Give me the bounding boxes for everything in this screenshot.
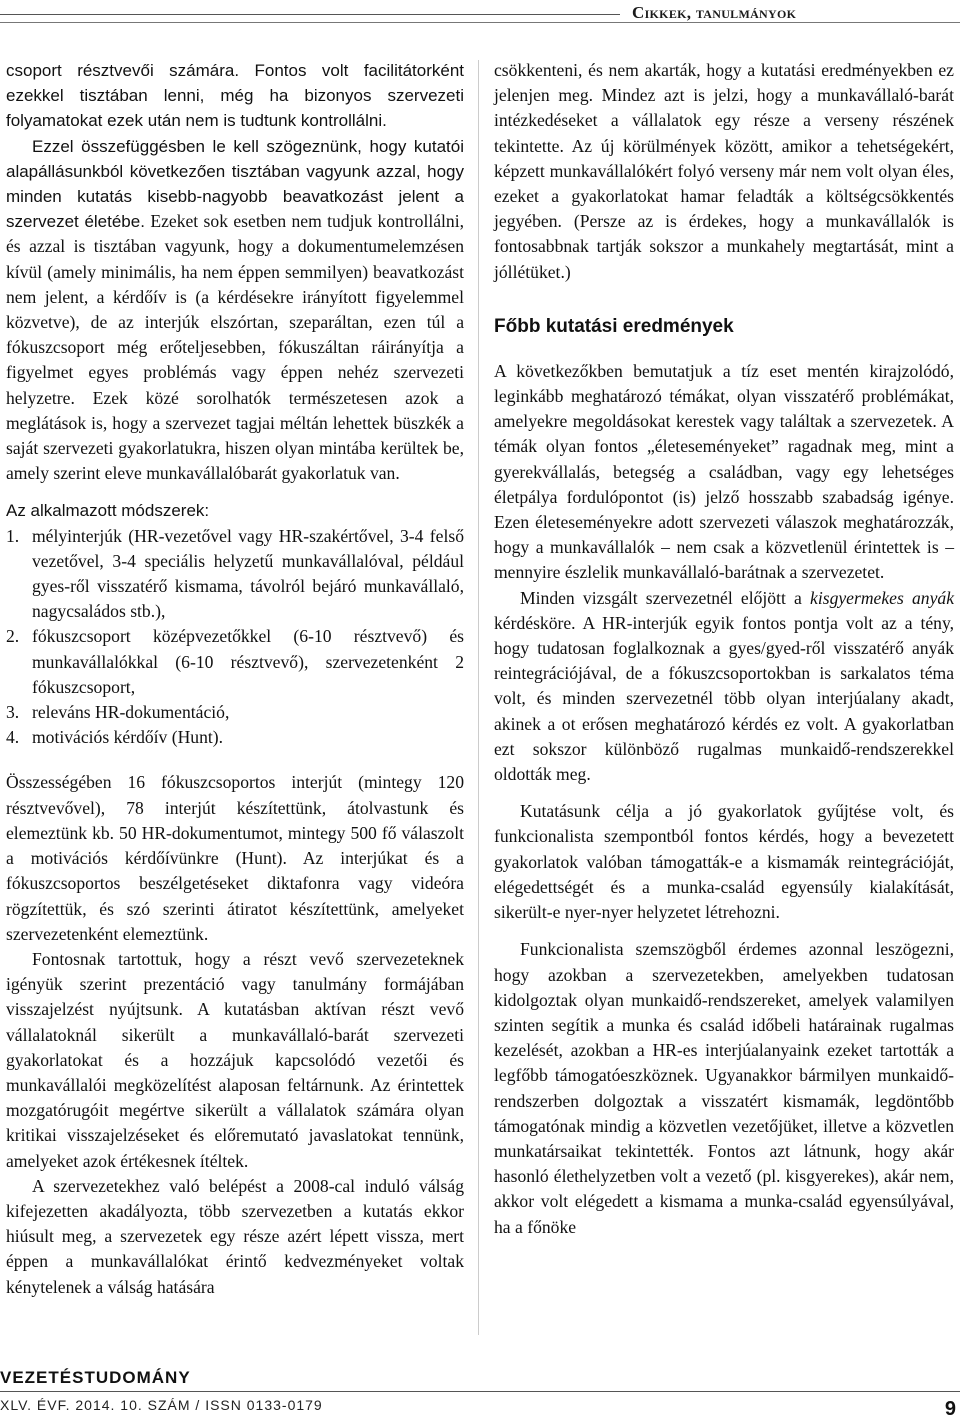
list-item	[6, 524, 464, 625]
list-text: mélyinterjúk (HR-vezetővel vagy HR-szakértővel, 3-4 felső vezetővel, 3-4 speciális helyzetű munkavállalóval, például gyes-ről visszatérő kismama, távolról bejáró munkavállaló, nagycsaládos stb.),	[32, 525, 464, 622]
paragraph-part: Minden vizsgált szervezetnél előjött a	[520, 587, 811, 608]
paragraph: csökkenteni, és nem akarták, hogy a kutatási eredményekben ez jelenjen meg. Mindez azt is jelzi, hogy a munkavállaló-barát intézkedéseket a vállalatok egy része a verseny részének tekintette. Az új körülmények között, amikor a tehetségekért, képzett munkavállalókért folyó verseny már nem volt olyan éles, ezeket a gyakorlatokat hamar feladták a költségcsökkentés jegyében. (Persze az is érdekes, hogy a munkavállalók is fontosabbnak tartják sokszor a munkahely megtartását, mint a jóllétüket.)	[494, 60, 954, 282]
list-item	[6, 725, 464, 750]
paragraph: Összességében 16 fókuszcsoportos interjút (mintegy 120 résztvevővel), 78 interjút készítettünk, átolvastunk és elemeztünk kb. 50 HR-dokumentumot, mintegy 500 fő válaszolt a motivációs kérdőívünkre (Hunt). Az interjúkat és a fókuszcsoportos beszélgetéseket diktafonra vagy videóra rögzítettük, és szó szerinti átiratot készítettünk, amelyeket szervezetenként elemeztünk.	[6, 772, 464, 944]
paragraph	[6, 134, 464, 487]
list-text: motivációs kérdőív (Hunt).	[32, 727, 224, 748]
paragraph-sans-part: Ezzel összefüggésben le kell szögeznünk, hogy kutatói alapállásunkból következően tisztában vagyunk azzal, hogy minden kutatás kisebb-nagyobb beavatkozást jelent a szervezet életébe.	[6, 136, 464, 232]
left-column	[6, 58, 464, 1300]
list-number: 2.	[6, 626, 20, 647]
paragraph: Kutatásunk célja a jó gyakorlatok gyűjtése volt, és funkcionalista szempontból fontos kérdés, hogy a bevezetett gyakorlatok valóban támogatták-e a kismamák reintegrációját, elégedettségét és a munka-család egyensúly kialakítását, sikerült-e nyer-nyer helyzetet létrehozni.	[494, 801, 954, 923]
journal-title: VEZETÉSTUDOMÁNY	[0, 1368, 191, 1387]
paragraph: Funkcionalista szemszögből érdemes azonnal leszögezni, hogy azokban a szervezetekben, amelyekben tudatosan kidolgoztak olyan munkaidő-rendszereket, amelyek valamilyen szinten segítik a munka és család időbeli határainak rugalmas kezelését, azokban a HR-es interjúalanyaink ezeket tartották a legfőbb támogatóeszköznek. Ugyanakkor bármilyen munkaidő-rendszerben dolgoztak a visszatért kismamák, legdöntőbb támogatónak mindig a közvetlen vezetőjüket, illetve a közvetlen munkatársaikat tekintették. Fontos azt látnunk, hogy akár hasonló élethelyzetben volt a vezető (pl. kisgyerekes), akár nem, akkor volt elégedett a kismama a munka-család egyensúlyával, ha a főnöke	[494, 939, 954, 1237]
methods-list	[6, 524, 464, 751]
right-column	[494, 58, 954, 1240]
header-rule-bottom	[0, 22, 960, 23]
running-header: Cikkek, tanulmányok	[632, 3, 797, 22]
header-rule	[0, 14, 620, 15]
section-heading: Főbb kutatási eredmények	[494, 315, 734, 337]
list-number: 4.	[6, 727, 20, 748]
column-divider	[478, 60, 479, 1335]
paragraph: A szervezetekhez való belépést a 2008-cal induló válság kifejezetten akadályozta, több szervezetben a kutatás ekkor hiúsult meg, a szervezetek egy része azért lépett vissza, mert éppen a munkavállalókat érintő kedvezményeket voltak kénytelenek a válság hatására	[6, 1175, 464, 1297]
paragraph-part: kérdésköre. A HR-interjúk egyik fontos pontja volt az a tény, hogy tudatosan foglalkoznak a gyes/gyed-ről visszatérő anyák reintegrációjával, de a fókuszcsoportokban is sarkalatos téma volt, és minden szervezetnél több olyan interjúalany akadt, akinek a ot erősen meghatározó kérdés ez volt. A gyakorlatban ezt sokszor különböző rugalmas munkaidő-rendszerekkel oldották meg.	[494, 612, 954, 785]
list-item	[6, 624, 464, 700]
page-number: 9	[944, 1398, 956, 1420]
list-text: fókuszcsoport középvezetőkkel (6-10 résztvevő) és munkavállalókkal (6-10 résztvevő), szervezetenként 2 fókuszcsoport,	[32, 626, 464, 697]
emphasis: kisgyermekes anyák	[810, 587, 954, 608]
paragraph: A következőkben bemutatjuk a tíz eset mentén kirajzolódó, leginkább meghatározó témákat, olyan visszatérő problémákat, amelyekre megoldásokat kerestek vagy találtak a szervezetek. A témák olyan fontos „életeseményeket” ragadnak meg, mint a gyerekvállalás, betegség a családban, vagy egy lehetséges életpálya fordulópontot (is) jelző hosszabb szabadság igénye. Ezen életeseményekre adott szervezeti válaszok meghatározzák, hogy a munkavállalók – nem csak a közvetlenül érintettek is – mennyire észlelik munkavállaló-barátnak a szervezetet.	[494, 360, 954, 583]
footer-rule	[0, 1391, 960, 1392]
paragraph-serif-part: Ezeket sok esetben nem tudjuk kontrollálni, és azzal is tisztában vagyunk, hogy a dokumentumelemzésen kívül (amely minimális, ha nem éppen semmilyen) beavatkozást nem jelent, a kérdőív is (a kérdésekre irányított figyelemmel közvetve), de az interjúk elszórtan, szeparáltan, ezen túl a fókuszcsoport még erőteljesebben, fókuszáltan ráirányítja a figyelmet egyes problémás vagy éppen nehéz szervezeti helyzetre. Ezek közé sorolhatók természetesen azok a meglátások is, hogy a szervezet tagjai méltán lehettek büszkék a saját szervezeti gyakorlatukra, hiszen olyan mintába kerültek be, amely szerint eleve munkavállalóbarát gyakorlatuk van.	[6, 211, 464, 484]
paragraph	[494, 586, 954, 788]
paragraph: Fontosnak tartottuk, hogy a részt vevő szervezeteknek igényük szerint prezentáció vagy tanulmány formájában visszajelzést nyújtsunk. A kutatásban aktívan részt vevő vállalatoknál sikerült a munkavállaló-barát szervezeti gyakorlatokat és a hozzájuk kapcsolódó vezetői és munkavállalói megközelítést alaposan feltárnunk. Az érintettek mozgatórugóit megértve sikerült a vállalatok számára olyan kritikai visszajelzéseket és előremutató javaslatokat tennünk, amelyeket azok értékesnek ítéltek.	[6, 948, 464, 1171]
list-text: releváns HR-dokumentáció,	[32, 702, 230, 723]
methods-title: Az alkalmazott módszerek:	[6, 501, 210, 521]
list-number: 1.	[6, 525, 20, 546]
list-item	[6, 700, 464, 725]
list-number: 3.	[6, 702, 20, 723]
issue-info: XLV. ÉVF. 2014. 10. SZÁM / ISSN 0133-0179	[0, 1397, 323, 1413]
paragraph: csoport résztvevői számára. Fontos volt facilitátorként ezekkel tisztában lenni, még ha bizonyos szervezeti folyamatokat ezek után nem is tudtunk kontrollálni.	[6, 61, 464, 131]
